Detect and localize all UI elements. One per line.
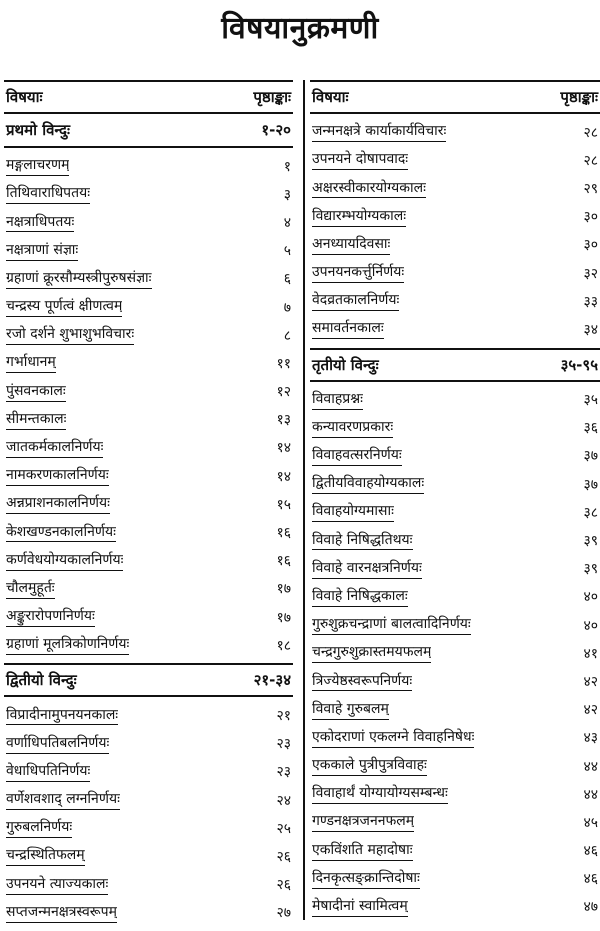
toc-entry (310, 780, 600, 808)
toc-entry (4, 899, 293, 927)
toc-entry-page: २५ (276, 820, 291, 837)
toc-entry (310, 583, 600, 611)
toc-entry-title: विवाहे वारनक्षत्रनिर्णयः (312, 559, 422, 579)
toc-entry-label (312, 319, 384, 339)
toc-entry-page: ४३ (583, 730, 598, 747)
page-title: विषयानुक्रमणी (221, 11, 379, 46)
toc-entry (4, 730, 293, 758)
toc-entry-title: जन्मनक्षत्रे कार्याकार्यविचारः (312, 122, 446, 142)
section-title: प्रथमो विन्दुः (6, 121, 71, 139)
toc-entry-page: ४४ (583, 786, 598, 803)
toc-entry (310, 639, 600, 667)
toc-entry-page: १७ (276, 581, 291, 598)
toc-entry-title: नामकरणकालनिर्णयः (6, 466, 109, 486)
toc-entry (4, 631, 293, 659)
toc-entry-page: ३ (283, 186, 291, 203)
toc-entry-page: १ (283, 158, 291, 175)
toc-entry-label (6, 875, 108, 895)
toc-entry (310, 526, 600, 554)
section-title: द्वितीयो विन्दुः (6, 671, 77, 690)
toc-entry-page: ११ (276, 355, 291, 372)
toc-entry-label (6, 706, 118, 726)
toc-entry-title: विवाहे निषिद्धतिथयः (312, 531, 413, 551)
toc-entry (4, 701, 293, 729)
toc-entry (310, 414, 600, 442)
toc-entry-label (312, 150, 408, 170)
toc-entry-title: ग्रहाणां मूलत्रिकोणनिर्णयः (6, 635, 129, 655)
toc-entry-page: १७ (276, 609, 291, 626)
toc-entry-title: विवाहे निषिद्धकालः (312, 587, 408, 607)
toc-entry-page: १६ (276, 553, 291, 570)
toc-entry (4, 152, 293, 180)
toc-entry-page: ४५ (583, 814, 598, 831)
toc-entry-title: विवाहप्रश्नः (312, 390, 363, 410)
toc-entry (4, 321, 293, 349)
toc-entry-page: ३० (583, 209, 598, 226)
toc-entry (4, 434, 293, 462)
toc-entry (310, 470, 600, 498)
toc-entry-page: ४० (583, 617, 598, 634)
toc-entry (4, 786, 293, 814)
toc-entry-page: ३२ (583, 265, 598, 282)
toc-entry-title: चन्द्रस्थितिफलम् (6, 846, 85, 866)
toc-entry-page: १४ (276, 468, 291, 485)
toc-entry-page: ३६ (583, 420, 598, 437)
toc-entry (310, 259, 600, 287)
toc-entry-page: ३४ (583, 321, 598, 338)
toc-entry-page: ३७ (583, 448, 598, 465)
toc-entry-label (6, 762, 90, 782)
toc-entry-title: वर्णाधिपतिबलनिर्णयः (6, 734, 109, 754)
toc-entry-label (312, 390, 363, 410)
toc-entry-title: द्वितीयविवाहयोग्यकालः (312, 474, 424, 494)
toc-entry-page: २८ (583, 152, 598, 169)
section-heading-3 (310, 348, 600, 382)
toc-entry-title: अक्षरस्वीकारयोग्यकालः (312, 179, 426, 199)
toc-list-section-1-continued (310, 114, 600, 348)
toc-entry-page: ४७ (583, 899, 598, 916)
toc-entry-title: रजो दर्शने शुभाशुभविचारः (6, 325, 134, 345)
toc-entry (310, 386, 600, 414)
toc-entry (310, 611, 600, 639)
toc-entry-label (312, 643, 431, 663)
toc-entry (4, 575, 293, 603)
toc-entry-title: दिनकृत्सङ्क्रान्तिदोषाः (312, 869, 420, 889)
toc-entry-title: विप्रादीनामुपनयनकालः (6, 706, 118, 726)
toc-entry-title: गर्भाधानम् (6, 353, 56, 373)
toc-entry-label (312, 179, 426, 199)
toc-entry-title: चन्द्रगुरुशुक्रास्तमयफलम् (312, 643, 431, 663)
toc-entry-title: वेधाधिपतिनिर्णयः (6, 762, 90, 782)
section-heading-1 (4, 114, 293, 148)
toc-entry-label (312, 559, 422, 579)
toc-entry (4, 237, 293, 265)
toc-entry-label (6, 734, 109, 754)
page-header: पृष्ठाङ्काः (253, 88, 291, 106)
right-column (310, 80, 600, 925)
toc-entry-title: विवाहार्थं योग्यायोग्यसम्बन्धः (312, 784, 448, 804)
toc-entry (4, 462, 293, 490)
subject-header: विषयाः (6, 88, 43, 106)
toc-entry-title: गुरुशुक्रचन्द्राणां बालत्वादिनिर्णयः (312, 615, 471, 635)
toc-entry-label (312, 700, 389, 720)
toc-entry-label (312, 291, 399, 311)
toc-entry-label (312, 615, 471, 635)
toc-entry-page: ४२ (583, 673, 598, 690)
toc-entry-page: ४६ (583, 871, 598, 888)
toc-entry-page: ८ (283, 327, 291, 344)
toc-entry-title: जातकर्मकालनिर्णयः (6, 438, 103, 458)
section-title: तृतीयो विन्दुः (312, 355, 379, 374)
toc-entry-page: ४२ (583, 702, 598, 719)
toc-entry-label (312, 784, 448, 804)
toc-entry-title: सीमन्तकालः (6, 410, 66, 430)
toc-entry (4, 349, 293, 377)
toc-entry-label (6, 494, 110, 514)
toc-entry-page: २१ (276, 707, 291, 724)
toc-entry-title: चौलमुहूर्तः (6, 579, 55, 599)
toc-entry-title: अन्नप्राशनकालनिर्णयः (6, 494, 110, 514)
toc-entry (4, 180, 293, 208)
toc-entry (4, 406, 293, 434)
toc-entry-label (6, 325, 134, 345)
toc-entry (4, 871, 293, 899)
toc-entry-page: २३ (276, 764, 291, 781)
toc-entry-page: २७ (276, 905, 291, 922)
toc-entry-label (6, 523, 116, 543)
toc-entry-page: ३९ (583, 561, 598, 578)
toc-entry-label (6, 607, 95, 627)
toc-entry-label (312, 672, 412, 692)
toc-entry (310, 752, 600, 780)
toc-entry (310, 837, 600, 865)
toc-entry-label (6, 466, 109, 486)
toc-entry-title: नक्षत्राधिपतयः (6, 213, 74, 233)
toc-entry-title: सप्तजन्मनक्षत्रस्वरूपम् (6, 903, 117, 923)
toc-entry-title: उपनयने दोषापवादः (312, 150, 408, 170)
toc-entry (4, 758, 293, 786)
toc-entry-label (312, 728, 474, 748)
toc-entry-label (6, 410, 66, 430)
toc-entry-page: २६ (276, 877, 291, 894)
toc-entry (4, 603, 293, 631)
toc-entry-page: १४ (276, 440, 291, 457)
toc-entry-label (312, 235, 390, 255)
toc-list-section-1 (4, 148, 293, 663)
toc-entry-title: वर्णेशवशाद् लग्ननिर्णयः (6, 790, 120, 810)
toc-entry (310, 498, 600, 526)
toc-entry-label (312, 474, 424, 494)
toc-entry (4, 208, 293, 236)
toc-entry (4, 547, 293, 575)
toc-entry-page: ३७ (583, 476, 598, 493)
toc-entry (4, 518, 293, 546)
toc-entry (310, 724, 600, 752)
toc-entry-title: विवाहवत्सरनिर्णयः (312, 446, 402, 466)
toc-entry-label (6, 241, 78, 261)
toc-entry-label (6, 818, 72, 838)
toc-entry (310, 893, 600, 921)
toc-entry-title: गुरुबलनिर्णयः (6, 818, 72, 838)
toc-entry-label (6, 156, 69, 176)
toc-entry-page: ३९ (583, 533, 598, 550)
toc-entry-label (312, 418, 393, 438)
toc-entry (310, 442, 600, 470)
toc-entry (310, 667, 600, 695)
toc-entry (4, 293, 293, 321)
toc-entry-page: २४ (276, 792, 291, 809)
toc-entry-page: ३० (583, 237, 598, 254)
section-range: ३५-९५ (560, 355, 598, 374)
toc-entry-page: २६ (276, 848, 291, 865)
toc-entry-label (6, 438, 103, 458)
toc-entry-label (312, 122, 446, 142)
toc-entry-title: मङ्गलाचरणम् (6, 156, 69, 176)
toc-entry-title: अङ्कुरारोपणनिर्णयः (6, 607, 95, 627)
toc-entry-title: विवाहे गुरुबलम् (312, 700, 389, 720)
toc-entry-title: विवाहयोग्यमासाः (312, 502, 394, 522)
toc-entry-title: तिथिवाराधिपतयः (6, 184, 90, 204)
toc-entry-page: १३ (276, 412, 291, 429)
toc-entry-title: गण्डनक्षत्रजननफलम् (312, 812, 414, 832)
toc-entry-label (312, 869, 420, 889)
toc-entry-page: १५ (276, 496, 291, 513)
section-range: २१-३४ (253, 671, 291, 690)
toc-entry-title: नक्षत्राणां संज्ञाः (6, 241, 78, 261)
toc-entry (310, 865, 600, 893)
toc-entry (310, 315, 600, 343)
toc-entry-page: २३ (276, 736, 291, 753)
toc-entry (310, 174, 600, 202)
toc-entry-title: पुंसवनकालः (6, 382, 66, 402)
toc-entry-title: चन्द्रस्य पूर्णत्वं क्षीणत्वम् (6, 297, 122, 317)
toc-entry-label (312, 812, 414, 832)
toc-entry-title: कन्यावरणप्रकारः (312, 418, 393, 438)
toc-entry-label (6, 353, 56, 373)
toc-entry (4, 265, 293, 293)
toc-entry-page: ३३ (583, 293, 598, 310)
toc-entry-page: ५ (283, 243, 291, 260)
toc-entry-label (312, 446, 402, 466)
toc-entry-page: १६ (276, 525, 291, 542)
toc-entry-page: २८ (583, 124, 598, 141)
toc-entry-label (312, 897, 408, 917)
toc-entry-page: ४६ (583, 843, 598, 860)
toc-entry-label (6, 635, 129, 655)
section-heading-2 (4, 663, 293, 697)
toc-entry-page: ३८ (583, 504, 598, 521)
toc-entry-title: वेदव्रतकालनिर्णयः (312, 291, 399, 311)
toc-entry-label (6, 382, 66, 402)
toc-entry-title: उपनयने त्याज्यकालः (6, 875, 108, 895)
toc-entry-label (312, 841, 413, 861)
toc-entry (4, 490, 293, 518)
toc-entry (310, 287, 600, 315)
toc-entry-title: मेषादीनां स्वामित्वम् (312, 897, 408, 917)
toc-list-section-2 (4, 697, 293, 931)
toc-entry (310, 118, 600, 146)
toc-entry-label (312, 587, 408, 607)
toc-entry-label (312, 207, 406, 227)
toc-entry-title: त्रिज्येष्ठस्वरूपनिर्णयः (312, 672, 412, 692)
toc-entry-label (312, 502, 394, 522)
left-column (4, 80, 293, 931)
right-column-header (310, 80, 600, 114)
toc-entry-label (6, 790, 120, 810)
toc-entry-title: एककाले पुत्रीपुत्रविवाहः (312, 756, 427, 776)
section-range: १-२० (261, 121, 291, 139)
toc-entry-page: ४४ (583, 758, 598, 775)
toc-entry-title: एकविंशति महादोषाः (312, 841, 413, 861)
toc-entry-page: १८ (276, 637, 291, 654)
toc-entry-label (6, 551, 123, 571)
toc-entry-label (6, 213, 74, 233)
toc-entry-title: एकोदराणां एकलग्ने विवाहनिषेधः (312, 728, 474, 748)
toc-entry-page: ४१ (583, 645, 598, 662)
toc-entry-label (6, 297, 122, 317)
toc-entry-page: २९ (583, 180, 598, 197)
toc-entry-title: केशखण्डनकालनिर्णयः (6, 523, 116, 543)
subject-header: विषयाः (312, 88, 349, 106)
toc-entry-title: कर्णवेधयोग्यकालनिर्णयः (6, 551, 123, 571)
toc-entry-page: ४० (583, 589, 598, 606)
left-column-header (4, 80, 293, 114)
toc-entry (310, 696, 600, 724)
toc-entry (310, 231, 600, 259)
toc-entry (310, 146, 600, 174)
toc-entry-title: ग्रहाणां क्रूरसौम्यस्त्रीपुरुषसंज्ञाः (6, 269, 152, 289)
toc-entry (310, 808, 600, 836)
toc-entry (310, 203, 600, 231)
toc-entry-page: ६ (283, 271, 291, 288)
toc-entry-label (6, 846, 85, 866)
toc-entry-label (6, 269, 152, 289)
toc-entry-label (6, 579, 55, 599)
toc-list-section-3 (310, 382, 600, 926)
page-header: पृष्ठाङ्काः (560, 88, 598, 106)
toc-entry-label (312, 263, 404, 283)
toc-entry-page: १२ (276, 384, 291, 401)
toc-entry-label (312, 531, 413, 551)
toc-entry (4, 378, 293, 406)
toc-entry-label (312, 756, 427, 776)
toc-entry (4, 842, 293, 870)
column-divider (303, 80, 305, 920)
toc-entry-page: ३५ (583, 392, 598, 409)
toc-entry-title: उपनयनकर्त्तुर्निर्णयः (312, 263, 404, 283)
toc-entry-page: ७ (283, 299, 291, 316)
toc-entry-page: ४ (283, 214, 291, 231)
toc-entry-title: समावर्तनकालः (312, 319, 384, 339)
toc-entry (310, 555, 600, 583)
toc-entry-title: विद्यारम्भयोग्यकालः (312, 207, 406, 227)
toc-entry (4, 814, 293, 842)
toc-entry-title: अनध्यायदिवसाः (312, 235, 390, 255)
toc-entry-label (6, 184, 90, 204)
